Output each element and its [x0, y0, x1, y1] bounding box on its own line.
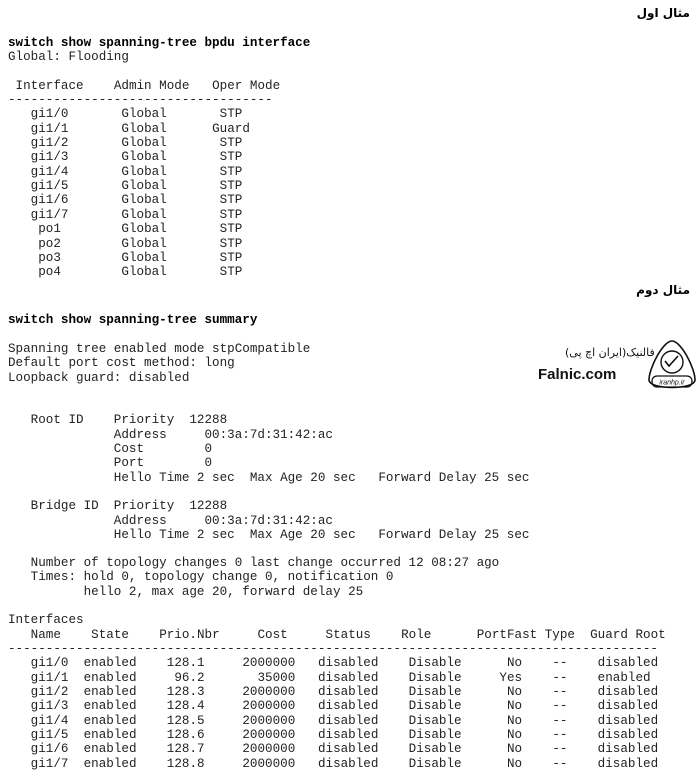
port-cost-method-line: Default port cost method: long	[8, 356, 235, 370]
table-cell: po2	[38, 236, 61, 251]
table-row	[8, 208, 698, 222]
table-cell: 128.3	[166, 685, 205, 700]
table-cell: disabled	[317, 713, 379, 728]
bridge-id-address: Address 00:3a:7d:31:42:ac	[8, 514, 333, 528]
table-cell: disabled	[317, 742, 379, 757]
logo-domain-text: Falnic.com	[538, 366, 617, 383]
example2-command: switch show spanning-tree summary	[8, 313, 258, 327]
table-row	[8, 265, 698, 279]
table-cell: Disable	[408, 742, 462, 757]
table-cell: 2000000	[242, 656, 296, 671]
table-row	[8, 222, 698, 236]
table-cell: STP	[219, 193, 243, 208]
falnic-logo	[535, 338, 700, 394]
table-row	[8, 107, 698, 121]
column-header: State	[91, 628, 129, 642]
table-cell: --	[552, 756, 568, 771]
table-cell: disabled	[317, 728, 379, 743]
table-cell: disabled	[597, 756, 659, 771]
table-cell: disabled	[597, 656, 659, 671]
example1-heading: مثال اول	[636, 6, 690, 20]
table-cell: gi1/3	[30, 150, 69, 165]
table-cell: disabled	[317, 656, 379, 671]
svg-text:iranhp.ir: iranhp.ir	[659, 379, 685, 387]
table-row	[8, 193, 698, 207]
table-row	[8, 699, 698, 713]
table-cell: enabled	[83, 656, 137, 671]
table-cell: STP	[219, 164, 243, 179]
table-cell: gi1/7	[30, 207, 69, 222]
times-line: Times: hold 0, topology change 0, notification 0	[8, 570, 394, 584]
times-line-2: hello 2, max age 20, forward delay 25	[8, 585, 364, 599]
table-row	[8, 671, 698, 685]
table-row	[8, 179, 698, 193]
table-cell: Global	[121, 236, 167, 251]
table-cell: No	[506, 728, 523, 743]
table-cell: 96.2	[174, 670, 205, 685]
table-cell: Disable	[408, 713, 462, 728]
column-header: Cost	[257, 628, 288, 642]
bridge-id-timers: Hello Time 2 sec Max Age 20 sec Forward Delay 25 sec	[8, 528, 530, 542]
table-row	[8, 757, 698, 771]
table-cell: 2000000	[242, 742, 296, 757]
table-cell: disabled	[317, 685, 379, 700]
table-cell: disabled	[597, 713, 659, 728]
column-header: Role	[401, 628, 432, 642]
table-cell: 128.4	[166, 699, 205, 714]
global-mode-line: Global: Flooding	[8, 50, 129, 64]
root-id-timers: Hello Time 2 sec Max Age 20 sec Forward Delay 25 sec	[8, 471, 530, 485]
table-cell: 2000000	[242, 699, 296, 714]
table-cell: No	[506, 742, 523, 757]
table-cell: enabled	[83, 685, 137, 700]
column-header: Prio.Nbr	[159, 628, 220, 642]
table-cell: Global	[121, 222, 167, 237]
table-cell: STP	[219, 236, 243, 251]
table-cell: 128.1	[166, 656, 205, 671]
table-cell: gi1/6	[30, 193, 69, 208]
table-row	[8, 656, 698, 670]
table-cell: STP	[219, 265, 243, 280]
table-cell: --	[552, 670, 568, 685]
example2-heading: مثال دوم	[636, 283, 690, 297]
table-row	[8, 150, 698, 164]
table-cell: 128.8	[166, 756, 205, 771]
bridge-id-priority: Bridge ID Priority 12288	[8, 499, 228, 513]
column-header: Admin Mode	[113, 79, 190, 93]
table-cell: 128.5	[166, 713, 205, 728]
table-cell: STP	[219, 222, 243, 237]
table-cell: enabled	[83, 670, 137, 685]
column-header: Oper Mode	[212, 79, 281, 93]
table-cell: --	[552, 699, 568, 714]
table-cell: Guard	[212, 121, 250, 136]
table-cell: gi1/0	[30, 656, 69, 671]
table-cell: No	[506, 699, 523, 714]
table-cell: enabled	[83, 699, 137, 714]
table-cell: Global	[121, 150, 167, 165]
table-cell: STP	[219, 179, 243, 194]
table-cell: STP	[219, 150, 243, 165]
table-cell: gi1/5	[30, 728, 69, 743]
table-cell: 128.7	[166, 742, 205, 757]
table-cell: --	[552, 728, 568, 743]
table-cell: 2000000	[242, 713, 296, 728]
example1-command: switch show spanning-tree bpdu interface	[8, 36, 311, 50]
table-cell: Global	[121, 250, 167, 265]
column-header: PortFast	[476, 628, 538, 642]
table-cell: disabled	[597, 685, 659, 700]
table-cell: Global	[121, 164, 167, 179]
table-cell: No	[506, 656, 523, 671]
table-cell: gi1/6	[30, 742, 69, 757]
table-row	[8, 714, 698, 728]
table-cell: --	[552, 685, 568, 700]
table-cell: gi1/0	[30, 107, 69, 122]
table-cell: enabled	[83, 742, 137, 757]
column-header: Guard Root	[590, 628, 666, 642]
table-divider: --------------------------------------------------------------------------------------	[8, 642, 658, 656]
table-cell: Global	[121, 136, 167, 151]
table-cell: po3	[38, 250, 61, 265]
root-id-address: Address 00:3a:7d:31:42:ac	[8, 428, 333, 442]
table-cell: gi1/4	[30, 164, 69, 179]
table-row	[8, 728, 698, 742]
table-cell: Disable	[408, 728, 462, 743]
column-header: Name	[30, 628, 61, 642]
table-cell: disabled	[597, 742, 659, 757]
root-id-cost: Cost 0	[8, 442, 213, 456]
table-row	[8, 136, 698, 150]
table-cell: gi1/5	[30, 179, 69, 194]
table-cell: disabled	[317, 670, 379, 685]
root-id-priority: Root ID Priority 12288	[8, 413, 228, 427]
table-row	[8, 122, 698, 136]
logo-persian-text: فالنیک(ایران اچ پی)	[565, 346, 655, 359]
table-cell: Yes	[499, 670, 523, 685]
table-cell: Global	[121, 193, 167, 208]
table-cell: gi1/1	[30, 121, 69, 136]
table-cell: enabled	[83, 756, 137, 771]
stp-mode-line: Spanning tree enabled mode stpCompatible	[8, 342, 311, 356]
table-cell: Disable	[408, 670, 462, 685]
table-row	[8, 685, 698, 699]
table-row	[8, 165, 698, 179]
table-cell: disabled	[597, 699, 659, 714]
table-cell: gi1/1	[30, 670, 69, 685]
table-cell: po4	[38, 265, 61, 280]
topology-changes-line: Number of topology changes 0 last change occurred 12 08:27 ago	[8, 556, 500, 570]
column-header: Interface	[15, 79, 84, 93]
table-cell: --	[552, 742, 568, 757]
table-cell: STP	[219, 107, 243, 122]
table-header	[8, 628, 698, 642]
root-id-port: Port 0	[8, 456, 213, 470]
table-cell: --	[552, 656, 568, 671]
table-cell: Global	[121, 207, 167, 222]
table-cell: --	[552, 713, 568, 728]
table-cell: STP	[219, 250, 243, 265]
table-cell: No	[506, 756, 523, 771]
table-cell: No	[506, 685, 523, 700]
column-header: Type	[544, 628, 575, 642]
table-row	[8, 251, 698, 265]
column-header: Status	[325, 628, 371, 642]
table-row	[8, 237, 698, 251]
table-cell: 35000	[257, 670, 296, 685]
table-cell: disabled	[317, 699, 379, 714]
table-cell: Global	[121, 179, 167, 194]
table-cell: disabled	[317, 756, 379, 771]
table-cell: gi1/3	[30, 699, 69, 714]
table-cell: 2000000	[242, 685, 296, 700]
table-cell: Disable	[408, 756, 462, 771]
table-cell: enabled	[83, 728, 137, 743]
table-cell: po1	[38, 222, 61, 237]
table-cell: gi1/7	[30, 756, 69, 771]
table-cell: disabled	[597, 728, 659, 743]
table-cell: Global	[121, 265, 167, 280]
table-cell: enabled	[83, 713, 137, 728]
table-divider: -----------------------------------	[8, 93, 273, 107]
table-cell: Global	[121, 107, 167, 122]
interfaces-label: Interfaces	[8, 613, 84, 627]
table-cell: gi1/2	[30, 136, 69, 151]
table-cell: enabled	[597, 670, 651, 685]
table-cell: 2000000	[242, 728, 296, 743]
table-cell: Global	[121, 121, 167, 136]
table-cell: No	[506, 713, 523, 728]
loopback-guard-line: Loopback guard: disabled	[8, 371, 190, 385]
table-cell: STP	[219, 207, 243, 222]
table-cell: 128.6	[166, 728, 205, 743]
table-cell: gi1/4	[30, 713, 69, 728]
table-cell: Disable	[408, 699, 462, 714]
table-cell: gi1/2	[30, 685, 69, 700]
table-header	[8, 79, 698, 93]
iranhp-badge-icon	[645, 338, 699, 394]
table-cell: STP	[219, 136, 243, 151]
table-cell: Disable	[408, 685, 462, 700]
table-row	[8, 742, 698, 756]
table-cell: Disable	[408, 656, 462, 671]
table-cell: 2000000	[242, 756, 296, 771]
